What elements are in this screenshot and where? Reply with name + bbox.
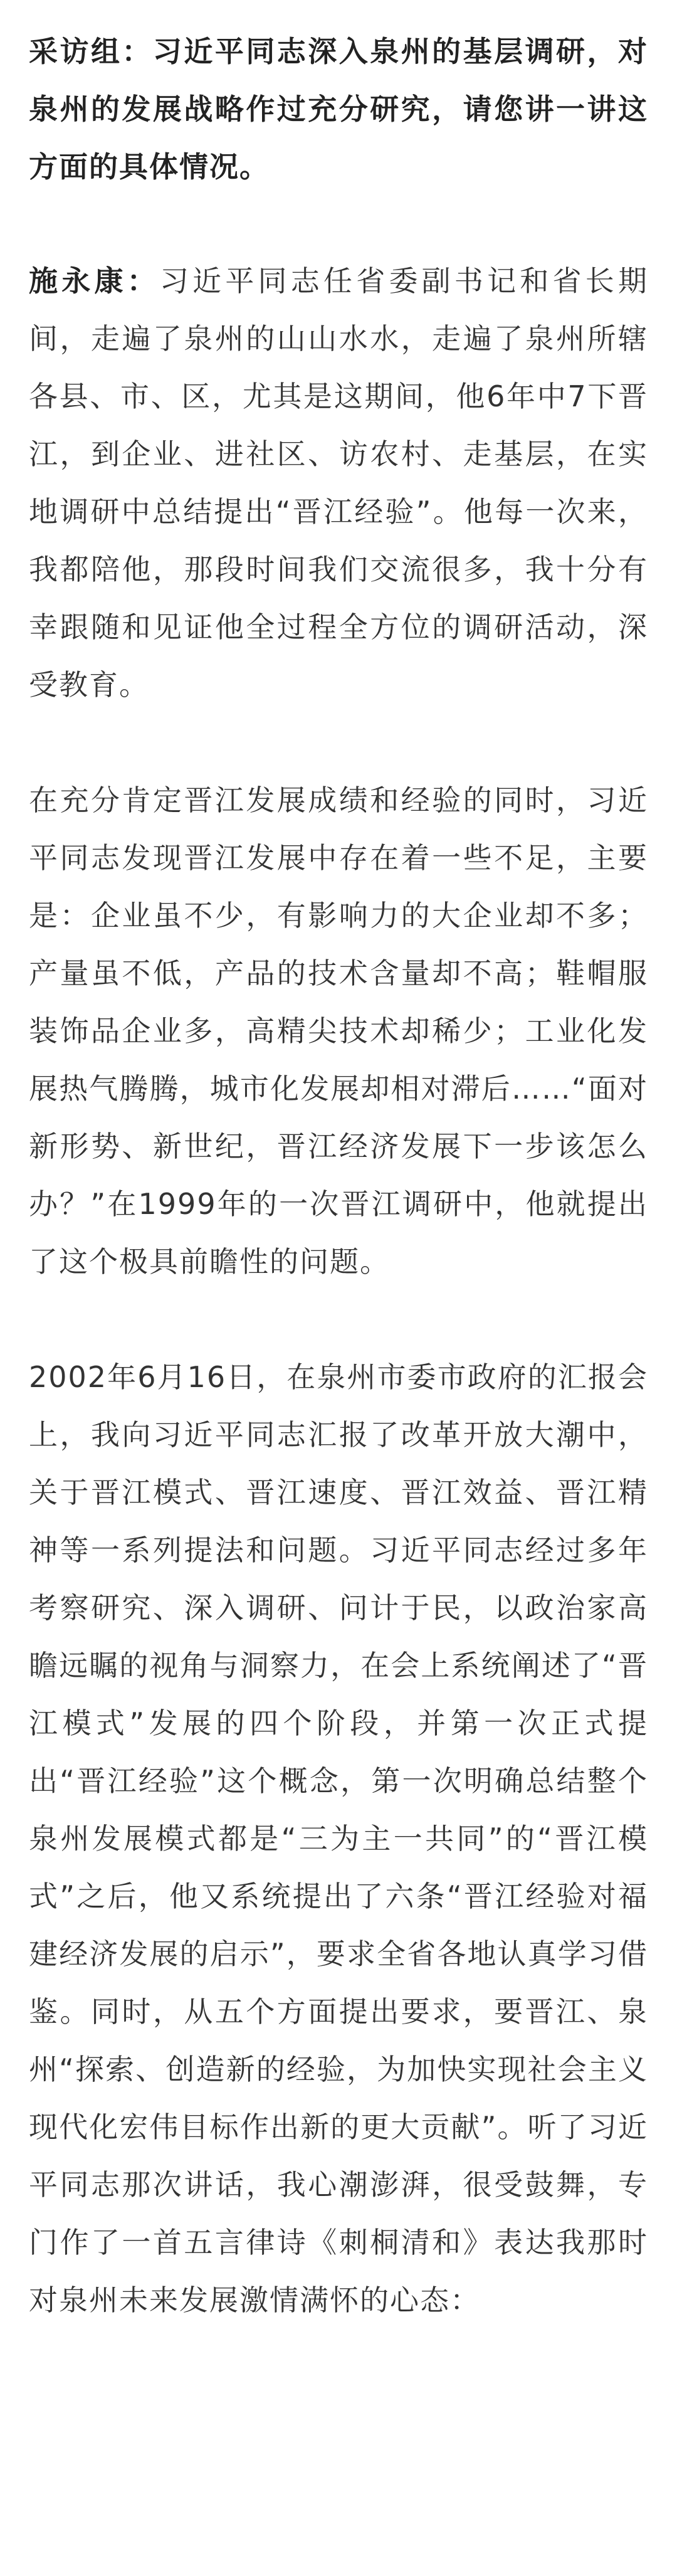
body-paragraph-1: 在充分肯定晋江发展成绩和经验的同时，习近平同志发现晋江发展中存在着一些不足，主要是：企业虽不少，有影响力的大企业却不多；产量虽不低，产品的技术含量却不高；鞋帽服装饰品企业多，高精尖技术却稀少；工业化发展热气腾腾，城市化发展却相对滞后……“面对新形势、新世纪，晋江经济发展下一步该怎么办？”在1999年的一次晋江调研中，他就提出了这个极具前瞻性的问题。 xyxy=(29,783,648,1279)
interview-answer xyxy=(29,252,648,714)
interview-question: 采访组：习近平同志深入泉州的基层调研，对泉州的发展战略作过充分研究，请您讲一讲这方面的具体情况。 xyxy=(29,34,648,184)
speaker-label: 施永康： xyxy=(29,264,160,298)
answer-text: 习近平同志任省委副书记和省长期间，走遍了泉州的山山水水，走遍了泉州所辖各县、市、区，尤其是这期间，他6年中7下晋江，到企业、进社区、访农村、走基层，在实地调研中总结提出“晋江经验”。他每一次来，我都陪他，那段时间我们交流很多，我十分有幸跟随和见证他全过程全方位的调研活动，深受教育。 xyxy=(29,264,649,702)
body-paragraph-2: 2002年6月16日，在泉州市委市政府的汇报会上，我向习近平同志汇报了改革开放大潮中，关于晋江模式、晋江速度、晋江效益、晋江精神等一系列提法和问题。习近平同志经过多年考察研究、深入调研、问计于民，以政治家高瞻远瞩的视角与洞察力，在会上系统阐述了“晋江模式”发展的四个阶段，并第一次正式提出“晋江经验”这个概念，第一次明确总结整个泉州发展模式都是“三为主一共同”的“晋江模式”之后，他又系统提出了六条“晋江经验对福建经济发展的启示”，要求全省各地认真学习借鉴。同时，从五个方面提出要求，要晋江、泉州“探索、创造新的经验，为加快实现社会主义现代化宏伟目标作出新的更大贡献”。听了习近平同志那次讲话，我心潮澎湃，很受鼓舞，专门作了一首五言律诗《刺桐清和》表达我那时对泉州未来发展激情满怀的心态： xyxy=(29,1360,648,2317)
